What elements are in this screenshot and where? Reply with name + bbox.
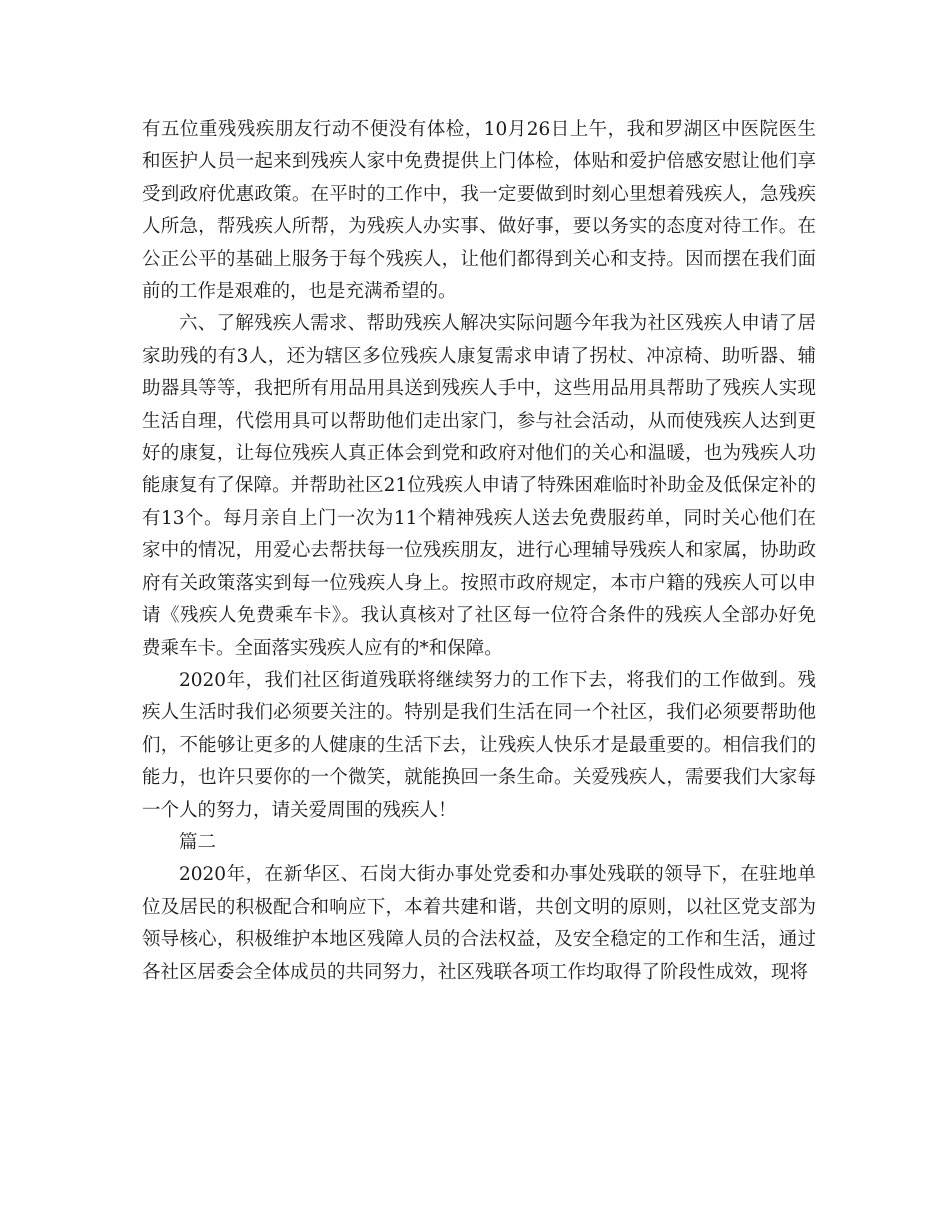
paragraph-1: 有五位重残残疾朋友行动不便没有体检，10月26日上午，我和罗湖区中医院医生和医护人员一起来到残疾人家中免费提供上门体检，体贴和爱护倍感安慰让他们享受到政府优惠政策。在平时的工作中，我一定要做到时刻心里想着残疾人，急残疾人所急，帮残疾人所帮，为残疾人办实事、做好事，要以务实的态度对待工作。在公正公平的基础上服务于每个残疾人，让他们都得到关心和支持。因而摆在我们面前的工作是艰难的，也是充满希望的。 xyxy=(142,119,816,303)
paragraph-3: 2020年，我们社区街道残联将继续努力的工作下去，将我们的工作做到。残疾人生活时我们必须要关注的。特别是我们生活在同一个社区，我们必须要帮助他们，不能够让更多的人健康的生活下去，让残疾人快乐才是最重要的。相信我们的能力，也许只要你的一个微笑，就能换回一条生命。关爱残疾人，需要我们大家每一个人的努力，请关爱周围的残疾人！ xyxy=(142,669,816,821)
paragraph-4: 2020年，在新华区、石岗大街办事处党委和办事处残联的领导下，在驻地单位及居民的积极配合和响应下，本着共建和谐，共创文明的原则，以社区党支部为领导核心，积极维护本地区残障人员的合法权益，及安全稳定的工作和生活，通过各社区居委会全体成员的共同努力，社区残联各项工作均取得了阶段性成效，现将 xyxy=(142,864,816,983)
document-body xyxy=(142,114,816,989)
paragraph-2: 六、了解残疾人需求、帮助残疾人解决实际问题今年我为社区残疾人申请了居家助残的有3人，还为辖区多位残疾人康复需求申请了拐杖、冲凉椅、助听器、辅助器具等等，我把所有用品用具送到残疾人手中，这些用品用具帮助了残疾人实现生活自理，代偿用具可以帮助他们走出家门，参与社会活动，从而使残疾人达到更好的康复，让每位残疾人真正体会到党和政府对他们的关心和温暖，也为残疾人功能康复有了保障。并帮助社区21位残疾人申请了特殊困难临时补助金及低保定补的有13个。每月亲自上门一次为11个精神残疾人送去免费服药单，同时关心他们在家中的情况，用爱心去帮扶每一位残疾朋友，进行心理辅导残疾人和家属，协助政府有关政策落实到每一位残疾人身上。按照市政府规定，本市户籍的残疾人可以申请《残疾人免费乘车卡》。我认真核对了社区每一位符合条件的残疾人全部办好免费乘车卡。全面落实残疾人应有的*和保障。 xyxy=(142,313,816,659)
section-heading: 篇二 xyxy=(179,831,217,853)
